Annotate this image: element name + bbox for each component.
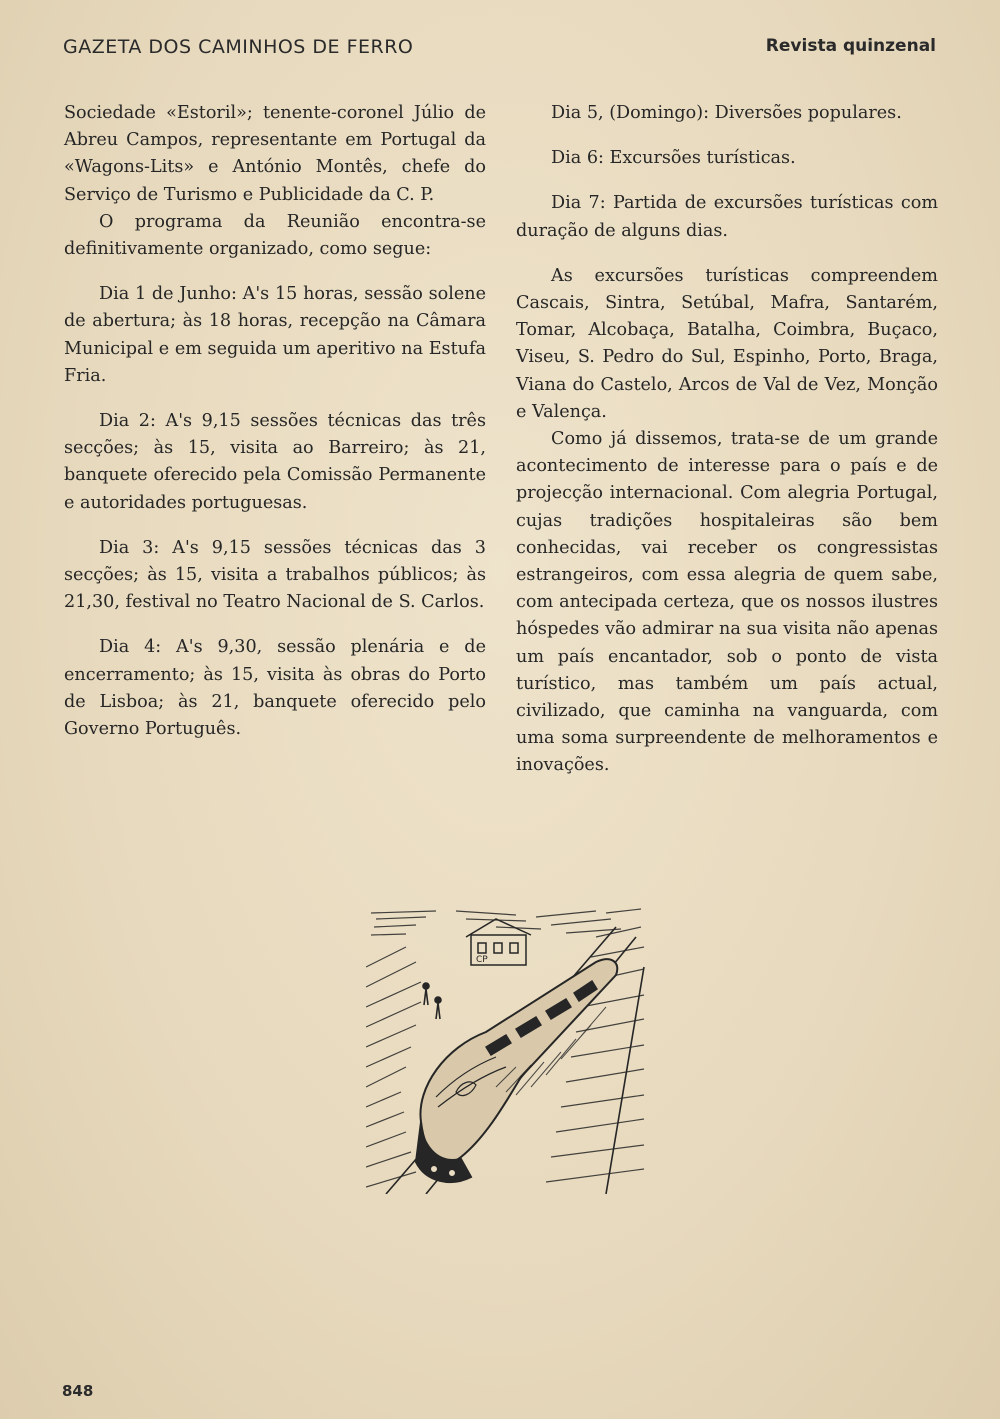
paragraph-day-1: Dia 1 de Junho: A's 15 horas, sessão solene de abertura; às 18 horas, recepção na Câmara Municipal e em seguida um aperitivo na Estufa Fria. [64,284,486,386]
right-column [516,100,938,780]
station-sign: CP [476,955,488,965]
paragraph-day-2: Dia 2: A's 9,15 sessões técnicas das três secções; às 15, visita ao Barreiro; às 21, banquete oferecido pela Comissão Permanente e autoridades portuguesas. [64,411,486,513]
paragraph-day-7: Dia 7: Partida de excursões turísticas com duração de alguns dias. [516,193,938,241]
train-engraving-icon [366,907,646,1194]
magazine-title: GAZETA DOS CAMINHOS DE FERRO [63,36,414,58]
paragraph-day-4: Dia 4: A's 9,30, sessão plenária e de encerramento; às 15, visita às obras do Porto de Lisboa; às 21, banquete oferecido pelo Governo Português. [64,637,486,740]
paragraph-day-5: Dia 5, (Domingo): Diversões populares. [551,103,902,123]
left-column [64,100,486,743]
page-number: 848 [62,1382,94,1400]
paragraph-programme-intro: O programa da Reunião encontra-se definitivamente organizado, como segue: [64,211,486,260]
paragraph-day-6: Dia 6: Excursões turísticas. [551,148,796,169]
paragraph-committee-continuation: Sociedade «Estoril»; tenente-coronel Júlio de Abreu Campos, representante em Portugal da «Wagons-Lits» e António Montês, chefe do Serviço de Turismo e Publicidade da C. P. [64,103,486,205]
paragraph-day-3: Dia 3: A's 9,15 sessões técnicas das 3 secções; às 15, visita a trabalhos públicos; às 21,30, festival no Teatro Nacional de S. Carlos. [64,537,486,613]
magazine-subtitle: Revista quinzenal [765,36,936,56]
paragraph-conclusion: Como já dissemos, trata-se de um grande acontecimento de interesse para o país e de projecção internacional. Com alegria Portugal, cujas tradições hospitaleiras são bem conhecidas, vai receber os congressistas estrangeiros, com essa alegria de quem sabe, com antecipada certeza, que os nossos ilustres hóspedes vão admirar na sua visita não apenas um país encantador, sob o ponto de vista turístico, mas também um país actual, civilizado, que caminha na vanguarda, com uma soma surpreendente de melhoramentos e inovações. [516,429,938,776]
paragraph-tour-list: As excursões turísticas compreendem Cascais, Sintra, Setúbal, Mafra, Santarém, Tomar, Alcobaça, Batalha, Coimbra, Buçaco, Viseu, S. Pedro do Sul, Espinho, Porto, Braga, Viana do Castelo, Arcos de Val de Vez, Monção e Valença. [516,265,938,422]
